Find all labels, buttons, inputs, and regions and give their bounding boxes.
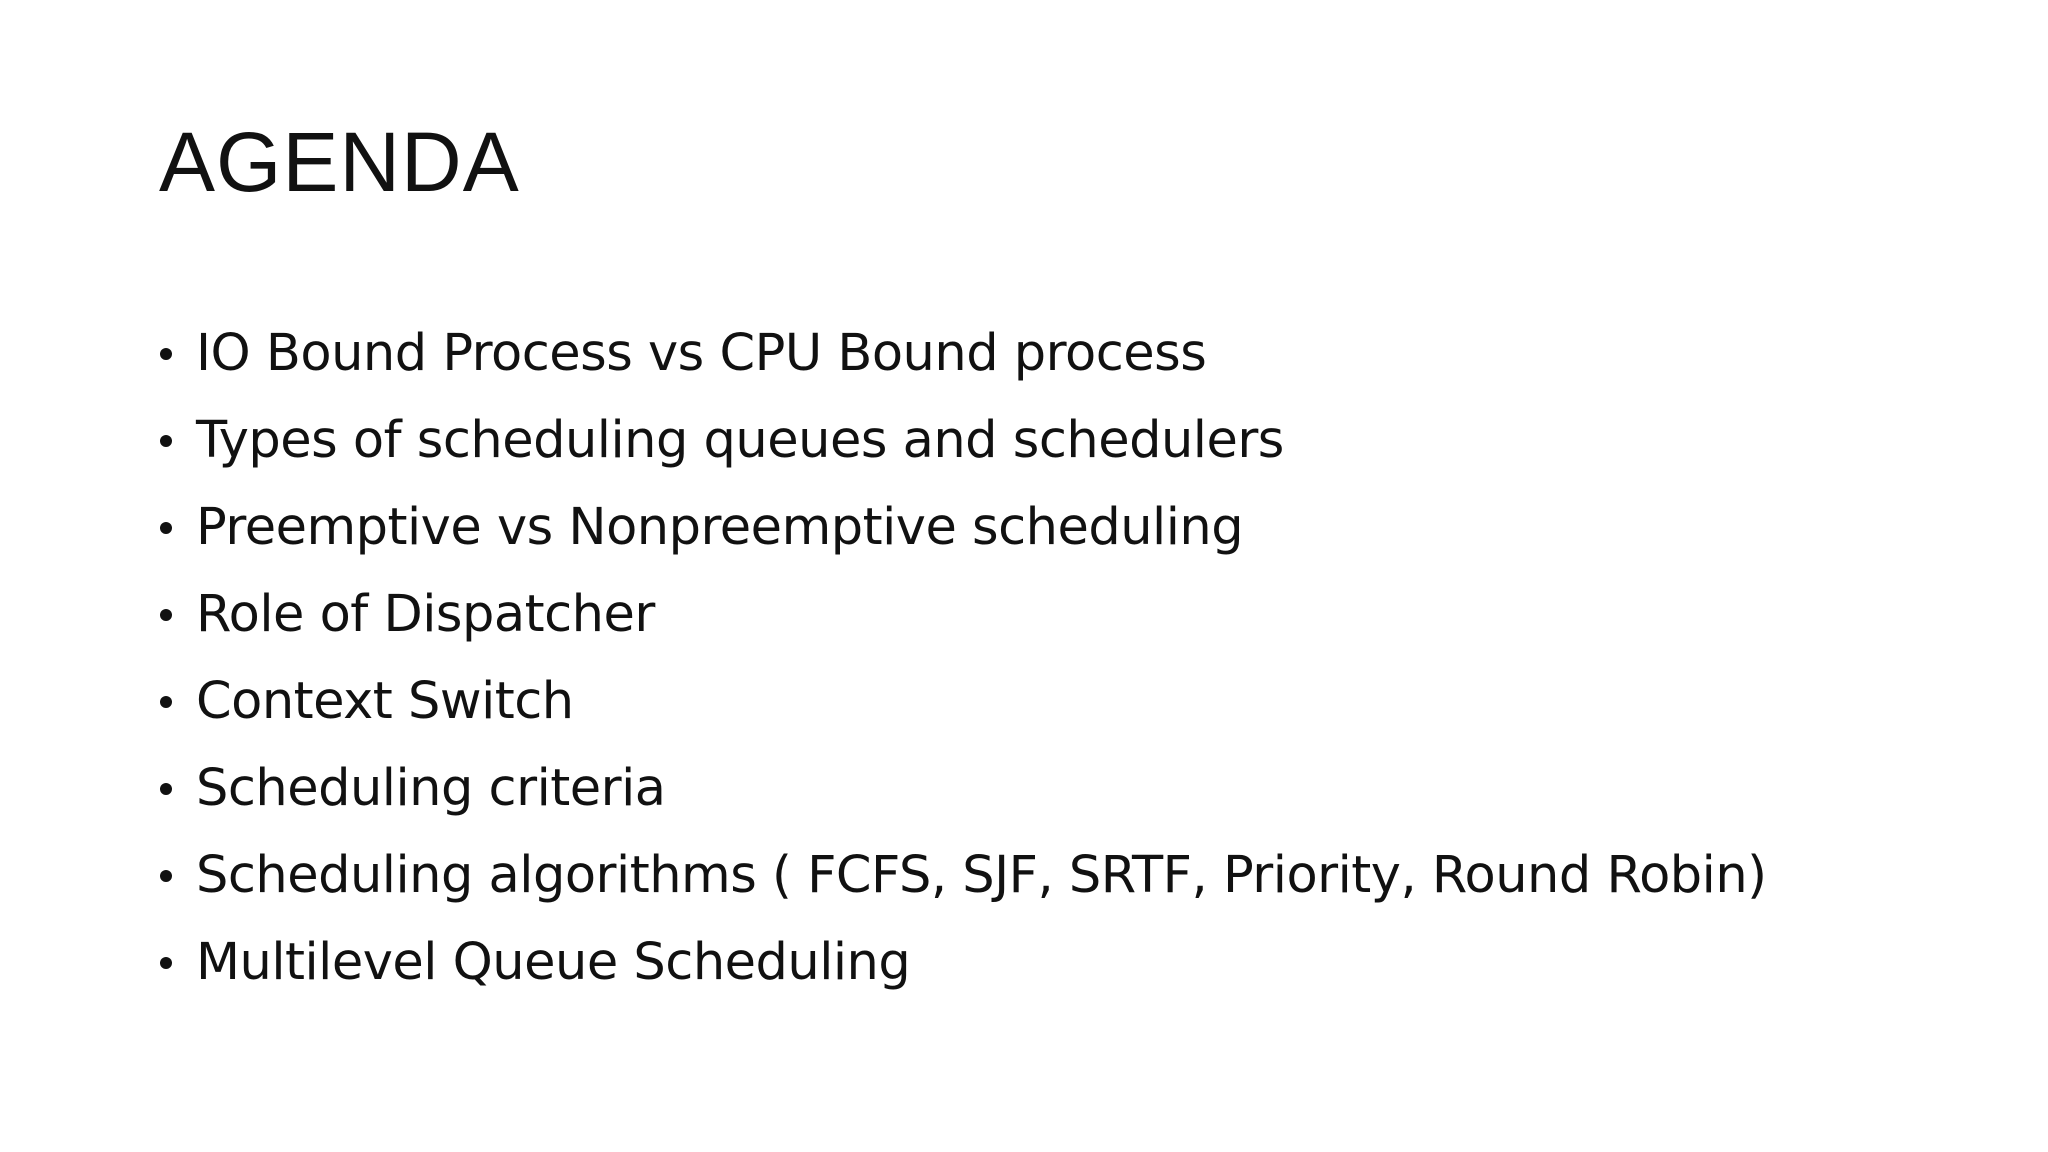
- list-item-text: Preemptive vs Nonpreemptive scheduling: [196, 498, 1244, 557]
- bullet-icon: [160, 609, 172, 621]
- list-item-text: Role of Dispatcher: [196, 585, 655, 644]
- list-item: [158, 745, 1767, 832]
- bullet-icon: [160, 957, 172, 969]
- list-item: [158, 484, 1767, 571]
- bullet-icon: [160, 435, 172, 447]
- list-item-text: Multilevel Queue Scheduling: [196, 933, 911, 992]
- bullet-icon: [160, 783, 172, 795]
- list-item-text: IO Bound Process vs CPU Bound process: [196, 324, 1207, 383]
- slide-title: AGENDA: [159, 115, 520, 209]
- bullet-icon: [160, 348, 172, 360]
- list-item-text: Scheduling criteria: [196, 759, 666, 818]
- list-item: [158, 658, 1767, 745]
- list-item-text: Types of scheduling queues and schedulers: [196, 411, 1284, 470]
- list-item: [158, 571, 1767, 658]
- list-item: [158, 310, 1767, 397]
- bullet-icon: [160, 696, 172, 708]
- bullet-icon: [160, 870, 172, 882]
- list-item: [158, 397, 1767, 484]
- list-item: [158, 919, 1767, 1006]
- bullet-icon: [160, 522, 172, 534]
- agenda-list: [158, 310, 1767, 1006]
- list-item: [158, 832, 1767, 919]
- list-item-text: Scheduling algorithms ( FCFS, SJF, SRTF, Priority, Round Robin): [196, 846, 1767, 905]
- list-item-text: Context Switch: [196, 672, 574, 731]
